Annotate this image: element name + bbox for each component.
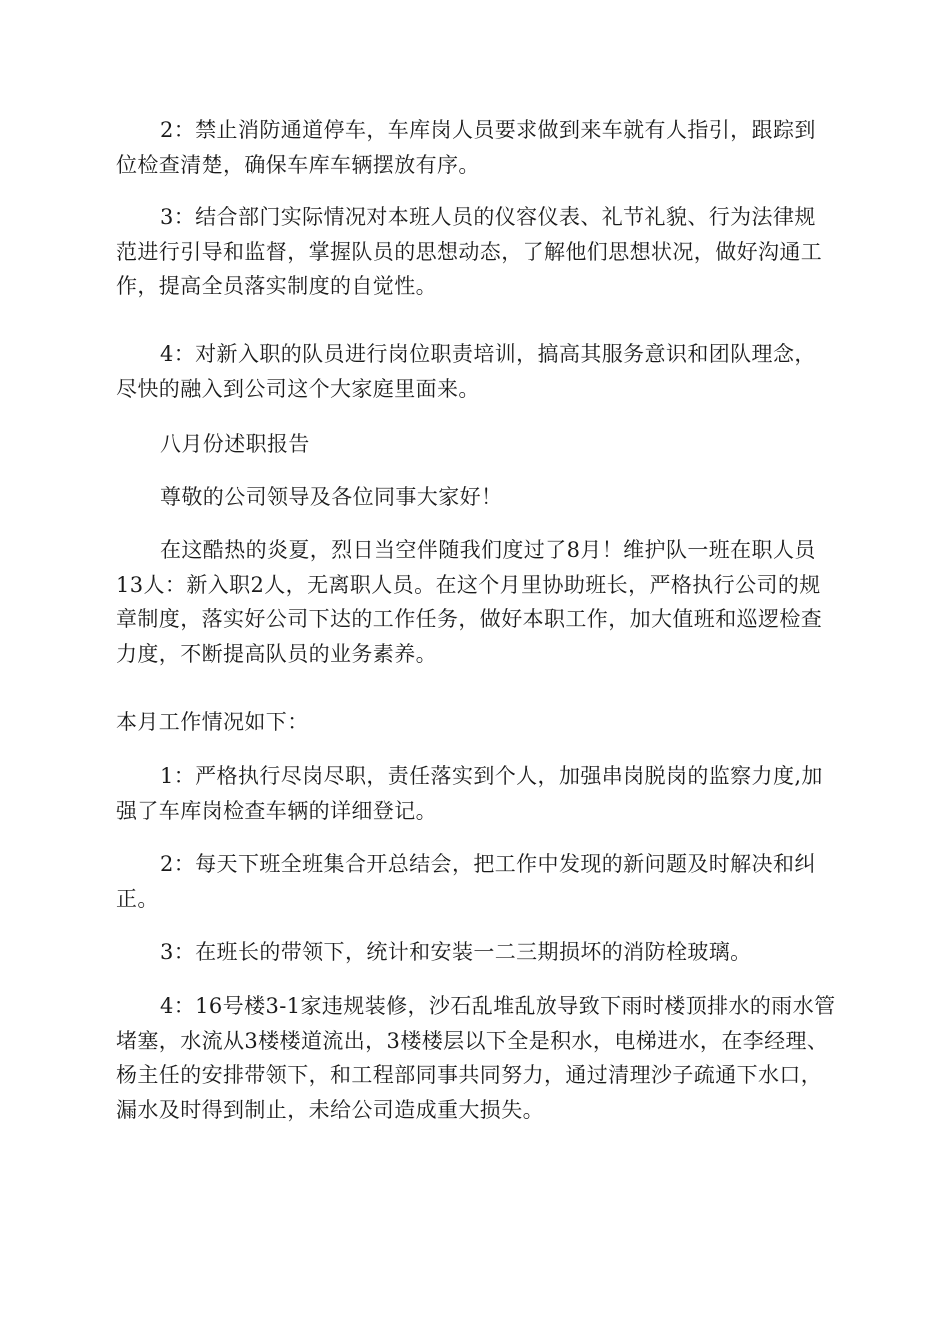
work-status-heading: 本月工作情况如下：	[116, 710, 309, 734]
report-title: 八月份述职报告	[160, 432, 310, 456]
paragraph-work-3: 3：在班长的带领下，统计和安装一二三期损坏的消防栓玻璃。	[160, 940, 752, 964]
paragraph-work-4: 4：16号楼3-1家违规装修，沙石乱堆乱放导致下雨时楼顶排水的雨水管堵塞，水流从3楼楼道流出，3楼楼层以下全是积水，电梯进水，在李经理、杨主任的安排带领下，和工程部同事共同努力，通过清理沙子疏通下水口，漏水及时得到制止，未给公司造成重大损失。	[116, 994, 836, 1122]
paragraph-item-3-conduct: 3：结合部门实际情况对本班人员的仪容仪表、礼节礼貌、行为法律规范进行引导和监督，掌握队员的思想动态，了解他们思想状况，做好沟通工作，提高全员落实制度的自觉性。	[116, 205, 823, 298]
paragraph-summary: 在这酷热的炎夏，烈日当空伴随我们度过了8月！维护队一班在职人员13人：新入职2人，无离职人员。在这个月里协助班长，严格执行公司的规章制度，落实好公司下达的工作任务，做好本职工作，加大值班和巡逻检查力度，不断提高队员的业务素养。	[116, 538, 823, 666]
paragraph-item-4-training: 4：对新入职的队员进行岗位职责培训，搞高其服务意识和团队理念，尽快的融入到公司这个大家庭里面来。	[116, 342, 816, 401]
paragraph-item-2-parking: 2：禁止消防通道停车，车库岗人员要求做到来车就有人指引，跟踪到位检查清楚，确保车库车辆摆放有序。	[116, 118, 816, 177]
greeting: 尊敬的公司领导及各位同事大家好！	[160, 485, 503, 509]
paragraph-work-1: 1：严格执行尽岗尽职，责任落实到个人，加强串岗脱岗的监察力度,加强了车库岗检查车辆的详细登记。	[116, 764, 823, 823]
paragraph-work-2: 2：每天下班全班集合开总结会，把工作中发现的新问题及时解决和纠正。	[116, 852, 816, 911]
